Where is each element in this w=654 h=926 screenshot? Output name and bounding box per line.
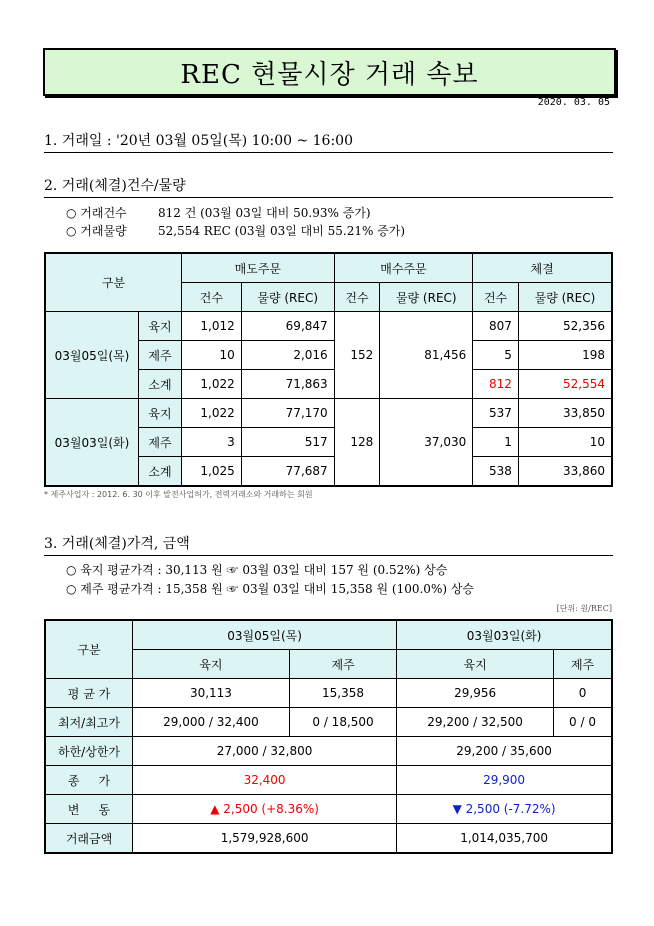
- cell: 27,000 / 32,800: [133, 737, 397, 766]
- row-label-amount: 거래금액: [45, 824, 133, 854]
- cell: 198: [518, 341, 612, 370]
- cell: 69,847: [241, 312, 334, 341]
- section-price-heading: 3. 거래(체결)가격, 금액: [44, 533, 613, 556]
- bullet-value: 812 건 (03월 03일 대비 50.93% 증가): [158, 206, 371, 220]
- col-header-land: 육지: [133, 650, 290, 679]
- row-label-land: 육지: [139, 399, 182, 428]
- cell: 77,170: [241, 399, 334, 428]
- report-date: 2020. 03. 05: [537, 97, 610, 108]
- bullet-jeju-avg-price: ○ 제주 평균가격 : 15,358 원 ☞ 03월 03일 대비 15,358 원 (100.0%) 상승: [66, 582, 475, 596]
- page-title: REC 현물시장 거래 속보: [43, 48, 616, 96]
- table-row: [45, 824, 612, 854]
- cell: 5: [473, 341, 519, 370]
- col-header-sell: 매도주문: [182, 253, 335, 283]
- cell: 15,358: [289, 679, 396, 708]
- col-header-count: 건수: [334, 283, 380, 312]
- bullet-label: ○ 거래건수: [66, 206, 127, 220]
- cell-highlight: 812: [473, 370, 519, 399]
- row-label-jeju: 제주: [139, 428, 182, 457]
- col-header-deal: 체결: [473, 253, 612, 283]
- cell: 30,113: [133, 679, 290, 708]
- unit-label: [단위: 원/REC]: [556, 604, 612, 613]
- col-header-volume: 물량 (REC): [241, 283, 334, 312]
- cell-highlight: 52,554: [518, 370, 612, 399]
- row-label-change: 변 동: [45, 795, 133, 824]
- cell: 538: [473, 457, 519, 487]
- cell: 2,016: [241, 341, 334, 370]
- col-header-jeju: 제주: [554, 650, 612, 679]
- col-header-count: 건수: [182, 283, 242, 312]
- table-row: [45, 795, 612, 824]
- cell-change-up: ▲ 2,500 (+8.36%): [133, 795, 397, 824]
- cell: 10: [518, 428, 612, 457]
- col-header-gubun: 구분: [45, 620, 133, 679]
- cell: 1,579,928,600: [133, 824, 397, 854]
- cell: 1,022: [182, 370, 242, 399]
- row-label-land: 육지: [139, 312, 182, 341]
- row-label-close: 종 가: [45, 766, 133, 795]
- cell: 517: [241, 428, 334, 457]
- bullet-trade-count: [66, 204, 371, 221]
- row-label-jeju: 제주: [139, 341, 182, 370]
- row-group-date: 03월05일(목): [45, 312, 139, 399]
- row-label-subtotal: 소계: [139, 370, 182, 399]
- cell: 807: [473, 312, 519, 341]
- cell: 77,687: [241, 457, 334, 487]
- cell: 128: [334, 399, 380, 487]
- cell: 33,860: [518, 457, 612, 487]
- cell: 1,025: [182, 457, 242, 487]
- cell-change-down: ▼ 2,500 (-7.72%): [397, 795, 612, 824]
- volume-table: [44, 252, 613, 487]
- section-volume-heading: 2. 거래(체결)건수/물량: [44, 175, 613, 198]
- cell: 37,030: [380, 399, 473, 487]
- col-header-land: 육지: [397, 650, 554, 679]
- bullet-trade-volume: [66, 222, 405, 239]
- cell: 10: [182, 341, 242, 370]
- row-label-subtotal: 소계: [139, 457, 182, 487]
- cell: 3: [182, 428, 242, 457]
- cell: 29,000 / 32,400: [133, 708, 290, 737]
- cell: 1,012: [182, 312, 242, 341]
- cell: 71,863: [241, 370, 334, 399]
- col-header-volume: 물량 (REC): [380, 283, 473, 312]
- section-trade-date: 1. 거래일 : '20년 03월 05일(목) 10:00 ~ 16:00: [44, 130, 613, 153]
- cell: 1: [473, 428, 519, 457]
- cell: 0: [554, 679, 612, 708]
- cell: 0 / 0: [554, 708, 612, 737]
- cell: 152: [334, 312, 380, 399]
- col-header-gubun: 구분: [45, 253, 182, 312]
- bullet-value: 52,554 REC (03월 03일 대비 55.21% 증가): [158, 224, 406, 238]
- price-table: [44, 619, 613, 854]
- row-group-date: 03월03일(화): [45, 399, 139, 487]
- col-header-count: 건수: [473, 283, 519, 312]
- cell: 0 / 18,500: [289, 708, 396, 737]
- col-header-date1: 03월05일(목): [133, 620, 397, 650]
- col-header-buy: 매수주문: [334, 253, 473, 283]
- cell-close-up: 32,400: [133, 766, 397, 795]
- cell-close-down: 29,900: [397, 766, 612, 795]
- row-label-avg: 평 균 가: [45, 679, 133, 708]
- cell: 537: [473, 399, 519, 428]
- table-row: [45, 708, 612, 737]
- table-row: [45, 737, 612, 766]
- table-row: [45, 399, 612, 428]
- cell: 52,356: [518, 312, 612, 341]
- footnote: * 제주사업자 : 2012. 6. 30 이후 발전사업허가, 전력거래소와 거래하는 회원: [44, 490, 313, 499]
- row-label-minmax: 최저/최고가: [45, 708, 133, 737]
- cell: 81,456: [380, 312, 473, 399]
- cell: 1,014,035,700: [397, 824, 612, 854]
- table-row: [45, 312, 612, 341]
- table-row: [45, 766, 612, 795]
- cell: 1,022: [182, 399, 242, 428]
- row-label-limit: 하한/상한가: [45, 737, 133, 766]
- cell: 29,200 / 32,500: [397, 708, 554, 737]
- col-header-jeju: 제주: [289, 650, 396, 679]
- bullet-label: ○ 거래물량: [66, 224, 127, 238]
- bullet-land-avg-price: ○ 육지 평균가격 : 30,113 원 ☞ 03월 03일 대비 157 원 (0.52%) 상승: [66, 563, 448, 577]
- cell: 29,956: [397, 679, 554, 708]
- col-header-date2: 03월03일(화): [397, 620, 612, 650]
- col-header-volume: 물량 (REC): [518, 283, 612, 312]
- cell: 29,200 / 35,600: [397, 737, 612, 766]
- cell: 33,850: [518, 399, 612, 428]
- table-row: [45, 679, 612, 708]
